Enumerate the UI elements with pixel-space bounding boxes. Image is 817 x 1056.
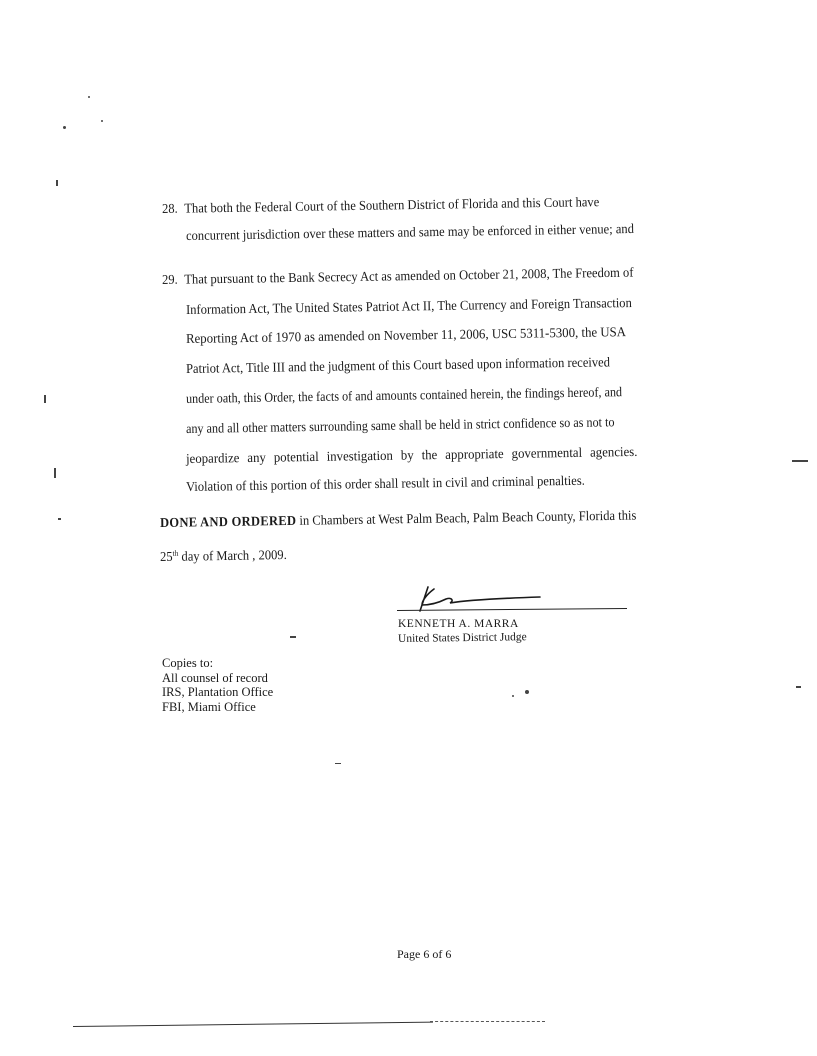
- scan-speck: [525, 690, 529, 694]
- copies-heading: Copies to:: [162, 656, 214, 670]
- paragraph-28-line-1: 28. That both the Federal Court of the Southern District of Florida and this Court have: [161, 194, 600, 216]
- scan-speck: [63, 126, 66, 129]
- item-number: 29.: [161, 271, 178, 287]
- done-and-ordered-lead: DONE AND ORDERED: [159, 512, 297, 530]
- paragraph-29-line-6: any and all other matters surrounding same shall be held in strict confidence so as not to: [185, 414, 615, 436]
- paragraph-29-line-2: Information Act, The United States Patriot Act II, The Currency and Foreign Transaction: [185, 294, 632, 317]
- scan-speck: [290, 636, 296, 638]
- judge-name: KENNETH A. MARRA: [398, 618, 519, 630]
- paragraph-29-line-1: 29. That pursuant to the Bank Secrecy Act as amended on October 21, 2008, The Freedom of: [161, 264, 634, 287]
- item-number: 28.: [161, 200, 178, 216]
- scan-speck: [796, 686, 801, 688]
- paragraph-29-line-8: Violation of this portion of this order shall result in civil and criminal penalties.: [185, 472, 585, 494]
- paragraph-29-line-7: jeopardize any potential investigation by the appropriate governmental agencies.: [185, 443, 638, 466]
- scan-speck: [58, 518, 61, 520]
- scan-speck: [88, 96, 90, 98]
- scan-speck: [44, 395, 46, 403]
- copies-recipient: FBI, Miami Office: [162, 699, 256, 714]
- scan-speck: [54, 468, 56, 478]
- scan-speck: [792, 460, 808, 462]
- order-date: 25th day of March , 2009.: [159, 547, 287, 564]
- paragraph-29-line-5: under oath, this Order, the facts of and amounts contained herein, the findings hereof, and: [185, 384, 623, 406]
- copies-to-list: [162, 656, 273, 714]
- scan-speck: [512, 695, 514, 697]
- bottom-scan-line: [73, 1022, 433, 1027]
- bottom-dashed-line: [430, 1021, 545, 1022]
- paragraph-28-line-2: concurrent jurisdiction over these matters and same may be enforced in either venue; and: [185, 220, 635, 243]
- page-number: Page 6 of 6: [397, 947, 452, 961]
- paragraph-29-line-4: Patriot Act, Title III and the judgment of this Court based upon information received: [185, 354, 611, 376]
- copies-recipient: All counsel of record: [162, 670, 268, 685]
- scan-speck: [56, 180, 58, 186]
- scan-speck: [335, 763, 341, 764]
- copies-recipient: IRS, Plantation Office: [162, 685, 274, 699]
- judge-title: United States District Judge: [397, 631, 527, 645]
- scan-speck: [101, 120, 103, 122]
- paragraph-29-line-3: Reporting Act of 1970 as amended on November 11, 2006, USC 5311-5300, the USA: [185, 324, 627, 346]
- done-and-ordered: DONE AND ORDERED in Chambers at West Palm Beach, Palm Beach County, Florida this: [159, 507, 637, 530]
